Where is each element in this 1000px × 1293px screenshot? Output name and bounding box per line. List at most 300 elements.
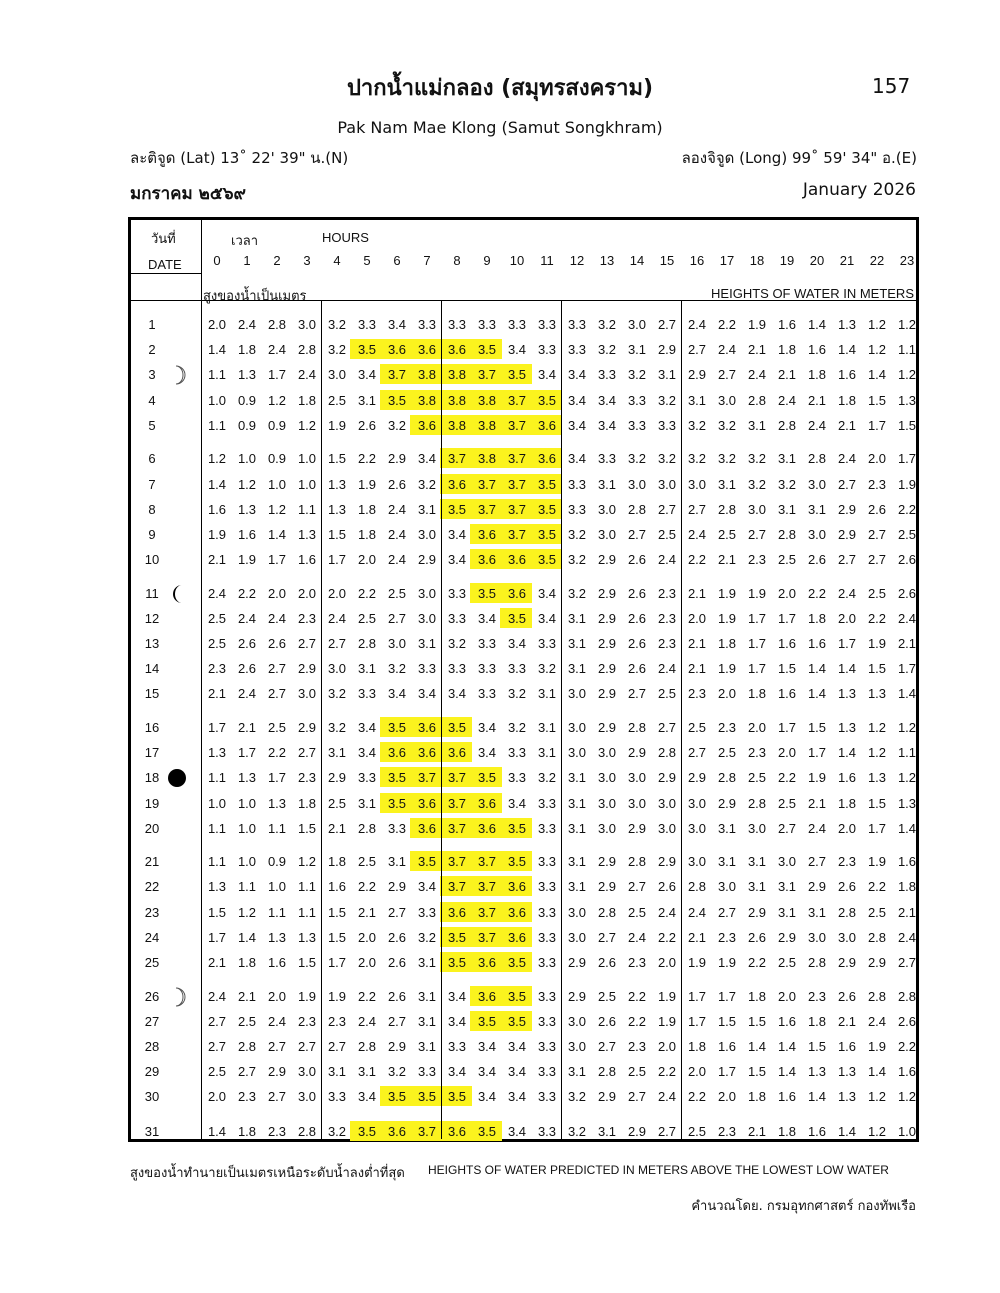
latitude-label: ละติจูด (Lat) 13˚ 22' 39" น.(N) [130,149,349,167]
height-cell: 3.3 [537,820,557,836]
height-cell: 1.6 [777,686,797,702]
height-cell: 2.5 [867,904,887,920]
height-cell: 1.7 [747,661,767,677]
height-cell: 1.4 [207,1124,227,1140]
page-number: 157 [872,74,911,98]
height-cell: 1.9 [717,585,737,601]
height-cell: 1.8 [807,367,827,383]
height-cell: 3.4 [507,636,527,651]
height-cell: 2.9 [747,904,767,920]
height-cell: 2.4 [807,417,827,433]
height-cell: 3.1 [567,636,587,651]
height-cell: 2.4 [867,1013,887,1029]
height-cell: 1.9 [237,552,257,568]
time-header-thai: เวลา [231,233,259,248]
height-cell: 2.6 [267,636,287,651]
height-cell: 3.3 [447,585,467,601]
height-cell: 2.7 [747,526,767,542]
footnote-thai: สูงของน้ำทำนายเป็นเมตรเหนือระดับน้ำลงต่ำที่สุด [130,1166,405,1181]
height-cell: 3.6 [507,552,527,568]
height-cell: 1.8 [327,854,347,870]
height-cell: 1.7 [897,451,917,467]
height-cell: 2.9 [387,1038,407,1054]
height-cell: 1.3 [897,795,917,811]
header-divider [131,273,201,274]
height-cell: 1.5 [327,929,347,945]
height-cell: 3.5 [507,854,527,870]
day-number: 17 [144,745,160,761]
height-cell: 2.5 [777,795,797,811]
last-quarter-moon-icon [169,584,189,604]
height-cell: 1.0 [207,392,227,408]
height-cell: 2.0 [357,929,377,945]
hour-label: 8 [453,253,461,268]
height-cell: 2.2 [357,988,377,1004]
height-cell: 2.3 [747,745,767,761]
height-cell: 2.6 [807,552,827,568]
height-cell: 1.2 [897,367,917,383]
height-cell: 3.2 [567,1089,587,1105]
height-cell: 2.4 [357,1013,377,1029]
height-cell: 2.2 [897,1038,917,1054]
height-cell: 3.0 [627,795,647,811]
height-cell: 2.6 [627,661,647,677]
height-cell: 2.3 [717,1124,737,1140]
height-cell: 1.6 [717,1038,737,1054]
height-cell: 2.2 [807,585,827,601]
height-cell: 2.4 [297,367,317,383]
height-cell: 2.1 [687,661,707,677]
height-cell: 3.7 [507,451,527,467]
moon-phase [169,365,189,385]
height-cell: 2.5 [207,636,227,651]
height-cell: 2.3 [657,610,677,626]
height-cell: 1.2 [867,317,887,332]
height-cell: 1.9 [207,526,227,542]
height-cell: 2.5 [717,745,737,761]
height-cell: 2.9 [597,686,617,702]
height-cell: 2.9 [297,661,317,677]
height-cell: 3.3 [387,820,407,836]
height-cell: 2.8 [687,879,707,895]
height-header-thai: สูงของน้ำเป็นเมตร [203,288,307,303]
height-cell: 1.2 [267,501,287,517]
height-cell: 2.9 [597,719,617,735]
height-cell: 3.6 [477,955,497,970]
height-cell: 0.9 [237,392,257,408]
height-cell: 1.4 [837,1124,857,1140]
height-cell: 2.2 [867,879,887,895]
height-cell: 2.7 [297,636,317,651]
height-cell: 3.7 [477,929,497,945]
hour-label: 3 [303,253,311,268]
height-cell: 3.4 [507,342,527,358]
height-cell: 2.2 [657,1064,677,1080]
height-cell: 2.1 [207,686,227,702]
height-cell: 1.1 [207,820,227,836]
height-cell: 2.2 [357,879,377,895]
height-cell: 1.3 [837,317,857,332]
hour-label: 15 [659,253,675,268]
height-cell: 2.9 [567,988,587,1004]
height-cell: 3.3 [657,417,677,433]
height-cell: 1.4 [777,1064,797,1080]
height-cell: 2.4 [387,501,407,517]
height-cell: 3.0 [597,820,617,836]
height-cell: 2.0 [207,1089,227,1105]
height-cell: 2.0 [657,955,677,970]
height-cell: 1.2 [297,417,317,433]
height-cell: 3.0 [657,795,677,811]
height-cell: 3.7 [417,1124,437,1140]
height-cell: 2.4 [327,610,347,626]
height-cell: 1.6 [837,367,857,383]
height-cell: 1.7 [897,661,917,677]
height-cell: 1.3 [207,879,227,895]
hour-label: 23 [899,253,915,268]
height-cell: 3.1 [417,1038,437,1054]
height-cell: 3.6 [447,342,467,358]
hour-label: 22 [869,253,885,268]
height-cell: 2.4 [687,317,707,332]
height-cell: 3.0 [417,610,437,626]
height-cell: 1.1 [897,342,917,358]
height-cell: 2.0 [837,820,857,836]
height-cell: 3.3 [357,686,377,702]
first-quarter-outline-moon-icon [169,987,189,1007]
hour-label: 20 [809,253,825,268]
height-cell: 3.2 [687,417,707,433]
height-cell: 2.6 [627,552,647,568]
height-cell: 2.9 [297,719,317,735]
height-cell: 3.1 [387,854,407,870]
day-number: 24 [144,929,160,945]
height-cell: 3.4 [387,686,407,702]
height-cell: 3.1 [327,1064,347,1080]
height-cell: 2.2 [267,745,287,761]
height-cell: 2.4 [717,342,737,358]
height-cell: 2.3 [627,955,647,970]
height-cell: 1.6 [207,501,227,517]
height-cell: 1.3 [867,770,887,786]
height-cell: 1.5 [897,417,917,433]
height-cell: 1.9 [327,988,347,1004]
header-divider [131,300,916,301]
height-cell: 1.8 [297,392,317,408]
height-cell: 2.6 [387,955,407,970]
height-cell: 1.7 [837,636,857,651]
height-cell: 1.8 [237,1124,257,1140]
height-cell: 3.4 [357,1089,377,1105]
height-cell: 2.2 [627,988,647,1004]
height-cell: 3.7 [477,367,497,383]
hour-label: 11 [540,253,554,268]
height-cell: 3.4 [507,1089,527,1105]
height-cell: 1.7 [687,988,707,1004]
height-cell: 2.7 [687,342,707,358]
height-cell: 3.7 [507,501,527,517]
height-cell: 2.7 [387,1013,407,1029]
height-cell: 3.1 [567,610,587,626]
height-cell: 1.7 [747,636,767,651]
height-cell: 2.6 [627,636,647,651]
hour-label: 9 [483,253,491,268]
height-cell: 2.2 [897,501,917,517]
height-cell: 2.9 [387,879,407,895]
height-cell: 1.5 [297,955,317,970]
height-cell: 2.9 [627,1124,647,1140]
height-cell: 2.9 [597,636,617,651]
height-cell: 2.8 [357,820,377,836]
hour-label: 5 [363,253,371,268]
height-cell: 2.9 [807,879,827,895]
month-label-thai: มกราคม ๒๕๖๙ [130,184,246,204]
height-cell: 2.4 [237,686,257,702]
height-cell: 1.8 [837,392,857,408]
height-cell: 2.9 [687,367,707,383]
height-cell: 2.7 [267,1089,287,1105]
height-cell: 2.2 [777,770,797,786]
height-cell: 3.1 [567,820,587,836]
height-cell: 2.1 [837,1013,857,1029]
height-cell: 2.5 [207,1064,227,1080]
height-cell: 1.4 [837,745,857,761]
height-cell: 2.9 [717,795,737,811]
height-cell: 1.9 [657,1013,677,1029]
height-cell: 3.6 [417,719,437,735]
height-cell: 3.6 [417,417,437,433]
height-cell: 2.9 [837,955,857,970]
day-number: 10 [144,552,160,568]
height-cell: 1.1 [267,820,287,836]
height-cell: 3.6 [477,526,497,542]
height-cell: 1.3 [207,745,227,761]
height-cell: 1.8 [777,1124,797,1140]
height-cell: 3.1 [417,955,437,970]
height-cell: 2.4 [657,552,677,568]
height-cell: 3.3 [537,988,557,1004]
height-cell: 2.1 [897,636,917,651]
height-cell: 3.0 [777,854,797,870]
height-cell: 3.0 [627,317,647,332]
height-cell: 1.6 [837,770,857,786]
height-cell: 2.7 [207,1013,227,1029]
height-cell: 2.0 [717,686,737,702]
height-cell: 1.1 [297,879,317,895]
height-cell: 2.4 [267,1013,287,1029]
hour-label: 6 [393,253,401,268]
height-cell: 1.4 [897,820,917,836]
height-cell: 3.7 [477,854,497,870]
day-number: 1 [148,317,156,332]
height-cell: 1.0 [237,854,257,870]
height-cell: 3.6 [507,585,527,601]
height-cell: 1.2 [207,451,227,467]
height-cell: 1.0 [237,820,257,836]
day-number: 3 [148,367,156,383]
height-cell: 2.1 [777,367,797,383]
height-cell: 3.0 [597,770,617,786]
height-cell: 3.7 [507,476,527,492]
height-cell: 2.7 [297,745,317,761]
height-cell: 1.2 [897,317,917,332]
height-cell: 3.1 [537,719,557,735]
height-cell: 3.0 [687,820,707,836]
height-cell: 2.3 [837,854,857,870]
height-cell: 3.4 [477,610,497,626]
height-cell: 3.7 [477,879,497,895]
height-cell: 3.3 [507,770,527,786]
height-cell: 3.5 [447,955,467,970]
height-cell: 3.3 [447,661,467,677]
height-cell: 1.8 [687,1038,707,1054]
height-cell: 1.0 [267,879,287,895]
height-cell: 2.6 [867,501,887,517]
height-cell: 3.3 [327,1089,347,1105]
height-cell: 1.2 [237,904,257,920]
day-number: 22 [144,879,160,895]
day-number: 31 [144,1124,160,1140]
day-number: 25 [144,955,160,970]
height-cell: 2.1 [717,552,737,568]
height-cell: 3.3 [507,661,527,677]
height-cell: 3.2 [327,342,347,358]
height-cell: 3.3 [507,745,527,761]
moon-phase [167,768,187,788]
height-cell: 1.5 [777,661,797,677]
height-cell: 3.6 [417,820,437,836]
height-cell: 2.9 [327,770,347,786]
height-cell: 3.1 [357,795,377,811]
height-cell: 3.5 [417,854,437,870]
height-cell: 2.1 [837,417,857,433]
height-cell: 3.1 [687,392,707,408]
height-cell: 3.7 [447,879,467,895]
height-cell: 3.3 [357,770,377,786]
height-cell: 2.9 [597,879,617,895]
height-cell: 1.9 [867,636,887,651]
height-cell: 1.8 [807,1013,827,1029]
height-cell: 2.2 [867,610,887,626]
height-cell: 3.0 [567,1013,587,1029]
height-cell: 3.5 [447,1089,467,1105]
height-cell: 2.0 [207,317,227,332]
day-number: 18 [144,770,160,786]
height-cell: 3.2 [507,719,527,735]
height-cell: 1.2 [867,1124,887,1140]
height-cell: 1.7 [267,367,287,383]
height-cell: 2.7 [267,661,287,677]
height-cell: 1.9 [807,770,827,786]
height-cell: 3.0 [567,904,587,920]
height-cell: 3.5 [477,1124,497,1140]
height-cell: 2.0 [357,955,377,970]
height-cell: 2.9 [267,1064,287,1080]
height-cell: 2.6 [387,476,407,492]
height-cell: 1.3 [897,392,917,408]
height-cell: 2.3 [297,770,317,786]
height-cell: 3.5 [477,585,497,601]
height-cell: 3.8 [447,417,467,433]
height-cell: 3.0 [417,585,437,601]
height-cell: 1.4 [867,367,887,383]
height-cell: 1.3 [297,929,317,945]
height-cell: 1.9 [897,476,917,492]
height-cell: 1.2 [297,854,317,870]
height-cell: 2.5 [627,904,647,920]
height-cell: 3.5 [357,1124,377,1140]
height-cell: 2.9 [627,745,647,761]
height-cell: 2.8 [867,929,887,945]
height-cell: 2.5 [687,1124,707,1140]
height-cell: 2.3 [207,661,227,677]
height-cell: 3.7 [477,501,497,517]
height-cell: 1.9 [357,476,377,492]
height-header-english: HEIGHTS OF WATER IN METERS [711,286,914,301]
height-cell: 1.3 [237,367,257,383]
height-cell: 3.1 [537,745,557,761]
height-cell: 2.0 [267,988,287,1004]
height-cell: 2.4 [387,552,407,568]
height-cell: 2.3 [687,686,707,702]
height-cell: 3.4 [537,367,557,383]
height-cell: 1.9 [717,610,737,626]
height-cell: 3.6 [537,451,557,467]
height-cell: 3.2 [327,719,347,735]
height-cell: 2.7 [657,317,677,332]
height-cell: 3.2 [417,476,437,492]
height-cell: 2.7 [327,1038,347,1054]
height-cell: 2.4 [237,317,257,332]
height-cell: 2.2 [357,451,377,467]
height-cell: 3.7 [447,795,467,811]
hour-label: 13 [599,253,615,268]
height-cell: 2.1 [687,585,707,601]
height-cell: 2.3 [717,719,737,735]
height-cell: 1.6 [327,879,347,895]
height-cell: 2.6 [897,585,917,601]
height-cell: 3.0 [597,795,617,811]
height-cell: 2.2 [687,552,707,568]
height-cell: 1.6 [837,1038,857,1054]
column-divider [561,300,562,1139]
height-cell: 2.0 [867,451,887,467]
height-cell: 2.8 [807,451,827,467]
height-cell: 2.0 [327,585,347,601]
height-cell: 1.0 [237,451,257,467]
height-cell: 1.9 [717,955,737,970]
height-cell: 2.4 [267,610,287,626]
height-cell: 0.9 [267,417,287,433]
height-cell: 1.9 [717,661,737,677]
height-cell: 3.0 [417,526,437,542]
height-cell: 3.5 [447,719,467,735]
height-cell: 2.1 [207,955,227,970]
height-cell: 1.0 [237,795,257,811]
height-cell: 2.9 [657,770,677,786]
height-cell: 3.1 [567,1064,587,1080]
hour-label: 10 [509,253,525,268]
height-cell: 3.7 [417,770,437,786]
hour-label: 2 [273,253,281,268]
height-cell: 1.7 [687,1013,707,1029]
height-cell: 2.7 [657,501,677,517]
height-cell: 3.0 [807,929,827,945]
height-cell: 3.0 [597,501,617,517]
height-cell: 1.3 [327,476,347,492]
height-cell: 1.8 [237,342,257,358]
height-cell: 3.3 [417,904,437,920]
